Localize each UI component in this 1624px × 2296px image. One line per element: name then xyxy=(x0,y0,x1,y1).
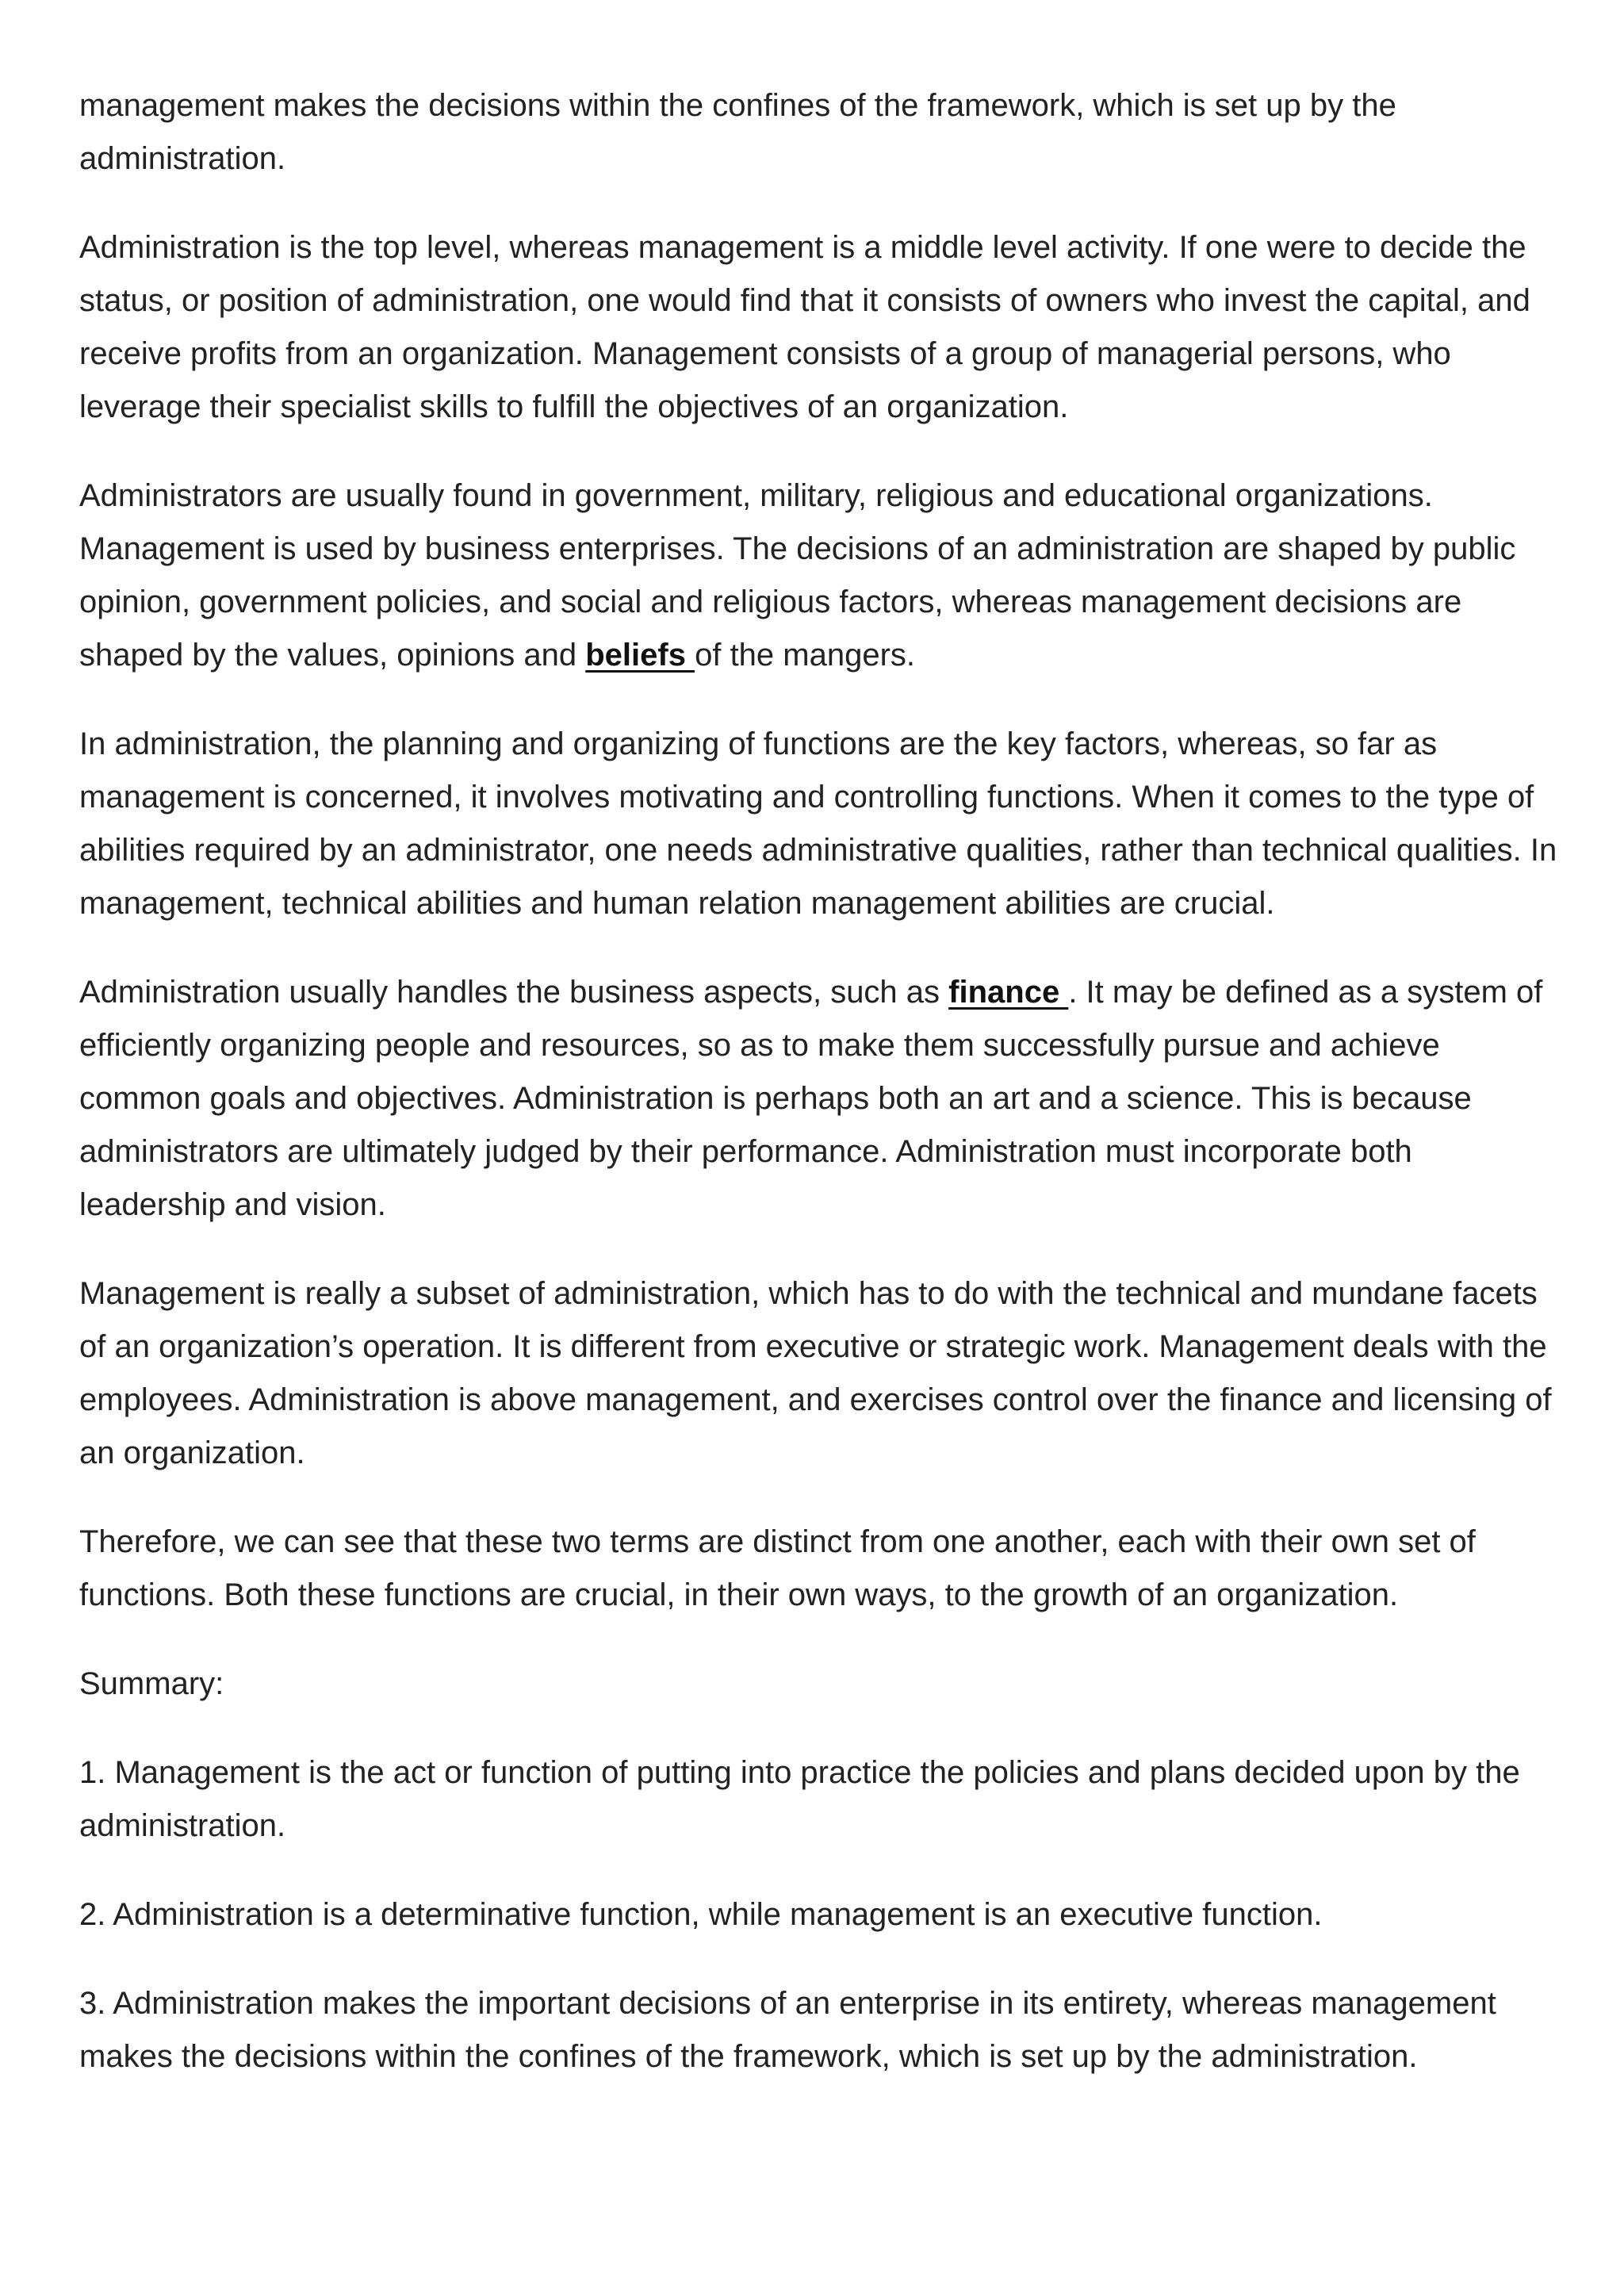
summary-item: 1. Management is the act or function of putting into practice the policies and plans decided upon by the administration. xyxy=(79,1755,1520,1843)
article-body xyxy=(79,79,1562,2119)
summary-heading: Summary: xyxy=(79,1666,224,1701)
paragraph-text: Administration usually handles the business aspects, such as xyxy=(79,975,949,1010)
paragraph xyxy=(79,966,1562,1232)
paragraph-text: of the mangers. xyxy=(695,638,916,673)
paragraph: In administration, the planning and organizing of functions are the key factors, whereas, so far as management is concerned, it involves motivating and controlling functions. When it comes to the type of abilities required by an administrator, one needs administrative qualities, rather than technical qualities. In management, technical abilities and human relation management abilities are crucial. xyxy=(79,726,1557,921)
beliefs-link[interactable]: beliefs xyxy=(585,638,695,673)
paragraph-text: . It may be defined as a system of efficiently organizing people and resources, so as to make them successfully pursue and achieve common goals and objectives. Administration is perhaps both an art and a science. This is because administrators are ultimately judged by their performance. Administration must incorporate both leadership and vision. xyxy=(79,975,1543,1222)
paragraph: management makes the decisions within the confines of the framework, which is set up by the administration. xyxy=(79,88,1396,176)
summary-item: 3. Administration makes the important decisions of an enterprise in its entirety, whereas management makes the decisions within the confines of the framework, which is set up by the administration. xyxy=(79,1986,1496,2074)
paragraph xyxy=(79,470,1562,682)
paragraph: Management is really a subset of administration, which has to do with the technical and mundane facets of an organization’s operation. It is different from executive or strategic work. Management deals with the employees. Administration is above management, and exercises control over the finance and licensing of an organization. xyxy=(79,1276,1552,1470)
paragraph-text: Administrators are usually found in government, military, religious and educational organizations. Management is used by business enterprises. The decisions of an administration are shaped by public opinion, government policies, and social and religious factors, whereas management decisions are shaped by the values, opinions and xyxy=(79,478,1516,673)
finance-link[interactable]: finance xyxy=(948,975,1069,1010)
summary-item: 2. Administration is a determinative function, while management is an executive function. xyxy=(79,1897,1323,1932)
paragraph: Therefore, we can see that these two terms are distinct from one another, each with their own set of functions. Both these functions are crucial, in their own ways, to the growth of an organization. xyxy=(79,1524,1476,1612)
paragraph: Administration is the top level, whereas management is a middle level activity. If one were to decide the status, or position of administration, one would find that it consists of owners who invest the capital, and receive profits from an organization. Management consists of a group of managerial persons, who leverage their specialist skills to fulfill the objectives of an organization. xyxy=(79,230,1530,424)
